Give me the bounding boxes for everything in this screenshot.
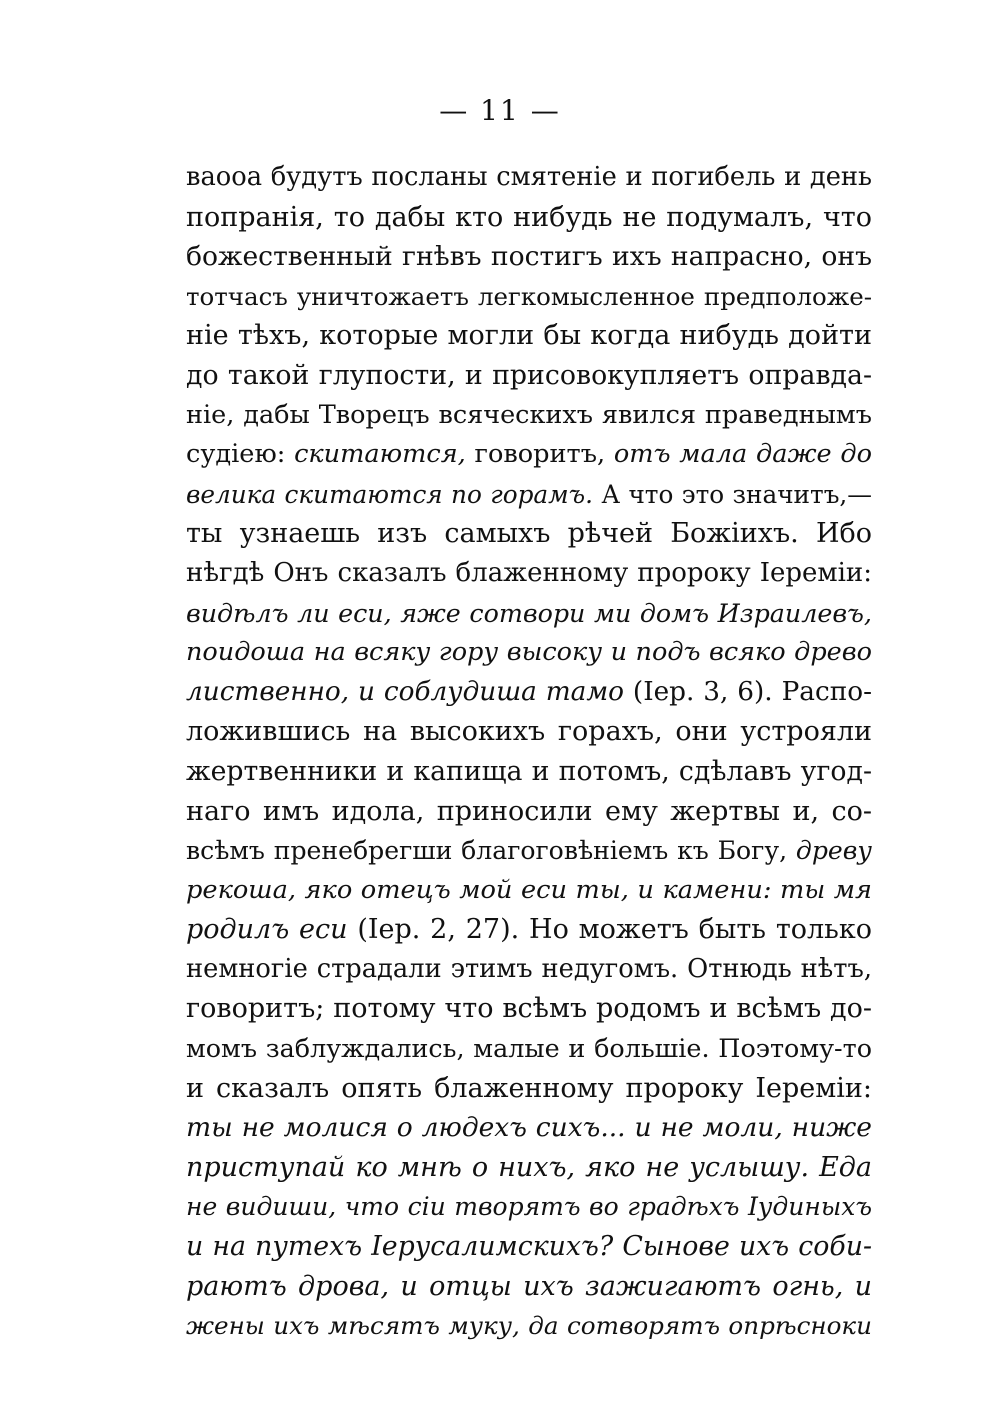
body-text (186, 158, 872, 1346)
italic-quote-text: ты не молися о людехъ сихъ... и не моли, ниже (186, 1112, 872, 1144)
body-text-segment: А что это значитъ,— (592, 479, 872, 509)
body-text-segment: ложившись на высокихъ горахъ, они устрояли (186, 716, 872, 748)
body-text-segment: (Іер. 2, 27). Но можетъ быть только (347, 914, 872, 946)
text-line (186, 1148, 872, 1188)
text-line (186, 831, 872, 871)
body-text-segment: божественный гнѣвъ постигъ ихъ напрасно, онъ (186, 241, 872, 273)
body-text-segment: немногіе страдали этимъ недугомъ. Отнюдь нѣтъ, (186, 953, 872, 984)
text-line (186, 554, 872, 594)
italic-quote-text: лиственно, и соблудиша тамо (186, 676, 625, 707)
text-line (186, 673, 872, 713)
body-text-segment: ваооа будутъ посланы смятеніе и погибель и день (186, 162, 872, 192)
italic-quote-text: видѣлъ ли еси, яже сотвори ми домъ Израилевъ, (186, 597, 872, 628)
text-line (186, 396, 872, 436)
text-line (186, 1069, 872, 1109)
text-line (186, 792, 872, 832)
text-line (186, 1267, 872, 1307)
text-line (186, 871, 872, 911)
text-line (186, 514, 872, 554)
body-text-segment: (Іер. 3, 6). Распо- (624, 676, 872, 707)
body-text-segment: попранія, то дабы кто нибудь не подумалъ, что (186, 201, 872, 233)
body-text-segment: ніе, дабы Творецъ всяческихъ явился праведнымъ (186, 399, 872, 430)
italic-quote-text: древу (795, 836, 872, 866)
text-line (186, 1029, 872, 1069)
body-text-segment: до такой глупости, и присовокупляетъ оправда- (186, 359, 872, 391)
text-line (186, 1108, 872, 1148)
body-text-segment: тотчасъ уничтожаетъ легкомысленное предположе- (186, 281, 872, 311)
body-text-segment: судіею: (186, 439, 295, 470)
italic-quote-text: отъ мала даже до (613, 439, 872, 470)
italic-quote-text: родилъ еси (186, 914, 348, 946)
body-text-segment: момъ заблуждались, малые и большіе. Поэтому-то (186, 1033, 872, 1064)
text-line (186, 158, 872, 198)
italic-quote-text: не видиши, что сіи творятъ во градѣхъ Іудиныхъ (186, 1192, 872, 1222)
italic-quote-text: поидоша на всяку гору высоку и подъ всяко древо (186, 637, 872, 668)
text-line (186, 712, 872, 752)
italic-quote-text: велика скитаются по горамъ. (186, 479, 593, 509)
text-line (186, 198, 872, 238)
page-number: — 11 — (439, 94, 561, 127)
text-line (186, 910, 872, 950)
text-line (186, 435, 872, 475)
text-line (186, 1306, 872, 1346)
italic-quote-text: приступай ко мнѣ о нихъ, яко не услышу. Еда (186, 1151, 872, 1183)
italic-quote-text: скитаются, (294, 439, 466, 470)
italic-quote-text: и на путехъ Іерусалимскихъ? Сынове ихъ соби- (186, 1231, 872, 1263)
text-line (186, 989, 872, 1029)
body-text-segment: говоритъ, (465, 439, 614, 470)
italic-quote-text: рекоша, яко отецъ мой еси ты, и камени: ты мя (186, 874, 872, 905)
italic-quote-text: жены ихъ мѣсятъ муку, да сотворятъ опрѣсноки (186, 1311, 872, 1341)
text-line (186, 594, 872, 634)
text-line (186, 475, 872, 515)
text-line (186, 356, 872, 396)
body-text-segment: ты узнаешь изъ самыхъ рѣчей Божіихъ. Ибо (186, 518, 872, 550)
text-line (186, 950, 872, 990)
body-text-segment: жертвенники и капища и потомъ, сдѣлавъ угод- (186, 755, 872, 787)
italic-quote-text: раютъ дрова, и отцы ихъ зажигаютъ огнь, и (186, 1270, 872, 1302)
text-line (186, 237, 872, 277)
body-text-segment: говоритъ; потому что всѣмъ родомъ и всѣмъ до- (186, 993, 872, 1025)
body-text-segment: ніе тѣхъ, которые могли бы когда нибудь дойти (186, 320, 872, 352)
body-text-segment: нѣгдѣ Онъ сказалъ блаженному пророку Іереміи: (186, 557, 872, 588)
text-line (186, 1187, 872, 1227)
body-text-segment: всѣмъ пренебрегши благоговѣніемъ къ Богу, (186, 836, 796, 866)
text-line (186, 633, 872, 673)
text-line (186, 752, 872, 792)
body-text-segment: наго имъ идола, приносили ему жертвы и, со- (186, 795, 872, 827)
text-line (186, 1227, 872, 1267)
body-text-segment: и сказалъ опять блаженному пророку Іереміи: (186, 1072, 872, 1104)
text-line (186, 277, 872, 317)
text-line (186, 316, 872, 356)
